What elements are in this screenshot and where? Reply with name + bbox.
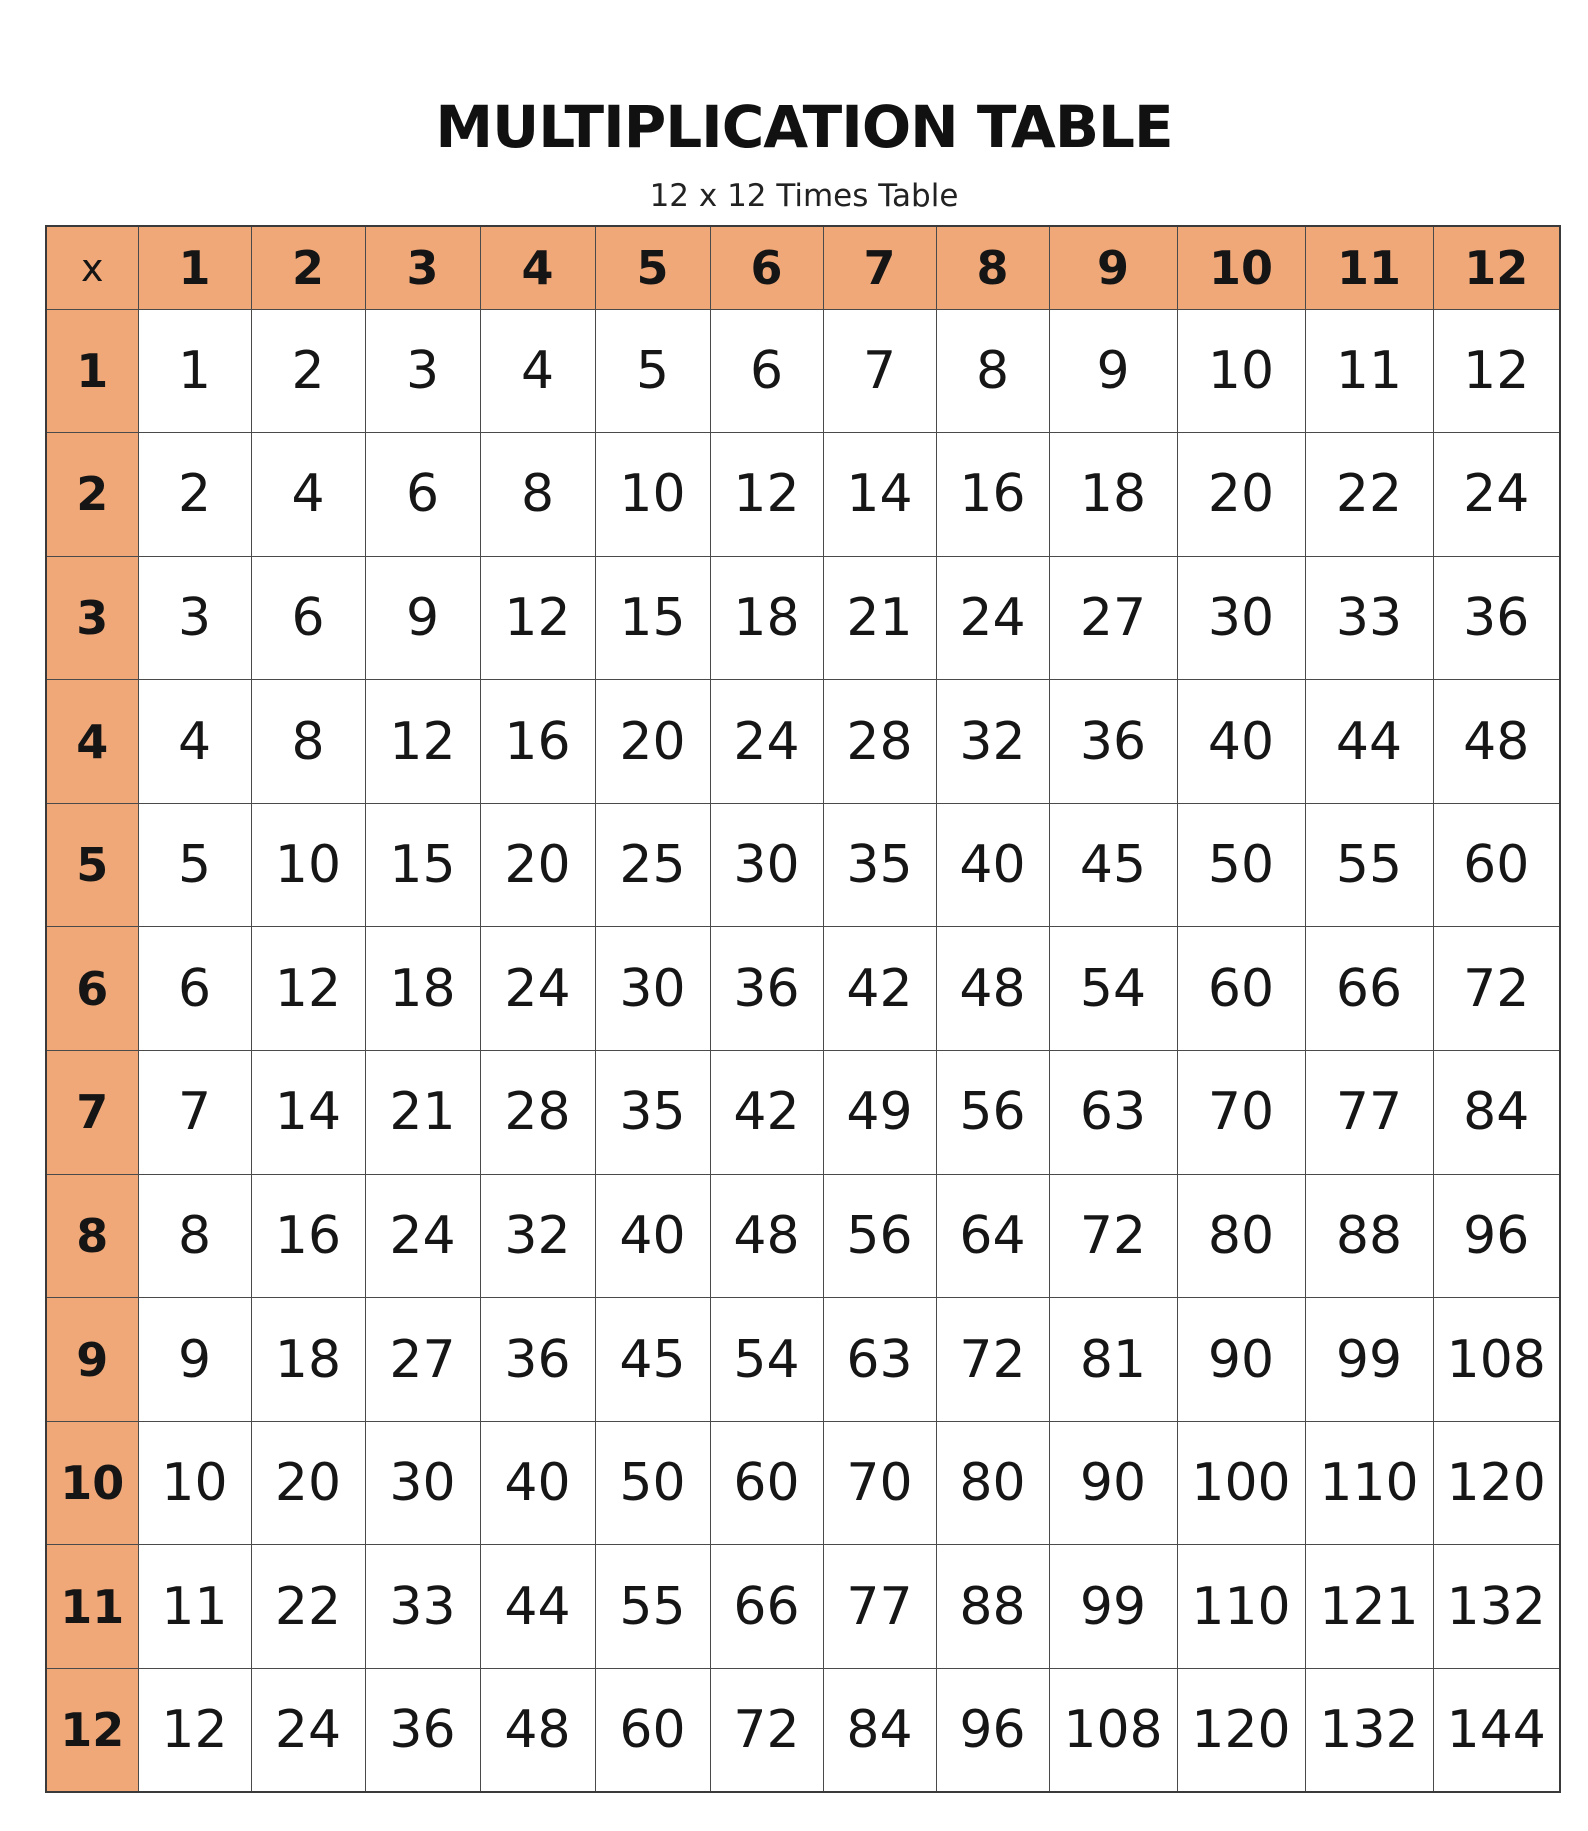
product-cell: 24: [480, 927, 595, 1051]
product-cell: 50: [595, 1421, 710, 1545]
product-cell: 72: [1433, 927, 1560, 1051]
table-row: [46, 1298, 1560, 1422]
product-cell: 44: [1305, 680, 1433, 804]
product-cell: 35: [823, 803, 936, 927]
product-cell: 8: [251, 680, 365, 804]
product-cell: 20: [480, 803, 595, 927]
product-cell: 24: [1433, 433, 1560, 557]
product-cell: 77: [1305, 1051, 1433, 1175]
product-cell: 10: [251, 803, 365, 927]
header-row: [46, 226, 1560, 309]
product-cell: 9: [138, 1298, 251, 1422]
column-header: 2: [251, 226, 365, 309]
table-row: [46, 1051, 1560, 1175]
product-cell: 20: [595, 680, 710, 804]
product-cell: 20: [251, 1421, 365, 1545]
column-header: 6: [710, 226, 823, 309]
product-cell: 63: [823, 1298, 936, 1422]
product-cell: 6: [251, 556, 365, 680]
product-cell: 25: [595, 803, 710, 927]
product-cell: 10: [595, 433, 710, 557]
product-cell: 28: [823, 680, 936, 804]
product-cell: 90: [1049, 1421, 1177, 1545]
product-cell: 84: [823, 1669, 936, 1793]
product-cell: 7: [823, 309, 936, 433]
product-cell: 72: [1049, 1174, 1177, 1298]
product-cell: 36: [1049, 680, 1177, 804]
product-cell: 32: [936, 680, 1049, 804]
product-cell: 4: [138, 680, 251, 804]
product-cell: 60: [1177, 927, 1305, 1051]
product-cell: 16: [480, 680, 595, 804]
product-cell: 99: [1049, 1545, 1177, 1669]
product-cell: 11: [1305, 309, 1433, 433]
product-cell: 88: [936, 1545, 1049, 1669]
product-cell: 40: [936, 803, 1049, 927]
product-cell: 100: [1177, 1421, 1305, 1545]
product-cell: 24: [365, 1174, 480, 1298]
product-cell: 80: [1177, 1174, 1305, 1298]
product-cell: 108: [1433, 1298, 1560, 1422]
column-header: 7: [823, 226, 936, 309]
table-row: [46, 1669, 1560, 1793]
row-header: 3: [46, 556, 138, 680]
product-cell: 14: [823, 433, 936, 557]
column-header: 8: [936, 226, 1049, 309]
product-cell: 121: [1305, 1545, 1433, 1669]
row-header: 6: [46, 927, 138, 1051]
product-cell: 36: [1433, 556, 1560, 680]
product-cell: 15: [595, 556, 710, 680]
product-cell: 36: [365, 1669, 480, 1793]
table-row: [46, 927, 1560, 1051]
product-cell: 10: [1177, 309, 1305, 433]
product-cell: 22: [251, 1545, 365, 1669]
product-cell: 40: [1177, 680, 1305, 804]
product-cell: 10: [138, 1421, 251, 1545]
product-cell: 24: [251, 1669, 365, 1793]
product-cell: 9: [1049, 309, 1177, 433]
product-cell: 30: [365, 1421, 480, 1545]
product-cell: 33: [365, 1545, 480, 1669]
table-body: [46, 309, 1560, 1792]
product-cell: 96: [1433, 1174, 1560, 1298]
product-cell: 12: [251, 927, 365, 1051]
table-row: [46, 556, 1560, 680]
product-cell: 45: [595, 1298, 710, 1422]
product-cell: 24: [936, 556, 1049, 680]
column-header: 12: [1433, 226, 1560, 309]
product-cell: 12: [710, 433, 823, 557]
product-cell: 55: [595, 1545, 710, 1669]
table-row: [46, 309, 1560, 433]
column-header: 1: [138, 226, 251, 309]
product-cell: 15: [365, 803, 480, 927]
product-cell: 18: [251, 1298, 365, 1422]
product-cell: 35: [595, 1051, 710, 1175]
product-cell: 16: [251, 1174, 365, 1298]
product-cell: 60: [710, 1421, 823, 1545]
product-cell: 9: [365, 556, 480, 680]
product-cell: 90: [1177, 1298, 1305, 1422]
product-cell: 72: [936, 1298, 1049, 1422]
product-cell: 27: [365, 1298, 480, 1422]
row-header: 5: [46, 803, 138, 927]
product-cell: 18: [1049, 433, 1177, 557]
table-row: [46, 1545, 1560, 1669]
product-cell: 12: [1433, 309, 1560, 433]
product-cell: 12: [138, 1669, 251, 1793]
column-header: 11: [1305, 226, 1433, 309]
product-cell: 18: [365, 927, 480, 1051]
column-header: 3: [365, 226, 480, 309]
product-cell: 20: [1177, 433, 1305, 557]
product-cell: 27: [1049, 556, 1177, 680]
product-cell: 56: [936, 1051, 1049, 1175]
product-cell: 132: [1305, 1669, 1433, 1793]
product-cell: 4: [480, 309, 595, 433]
product-cell: 12: [480, 556, 595, 680]
product-cell: 70: [823, 1421, 936, 1545]
product-cell: 48: [710, 1174, 823, 1298]
product-cell: 132: [1433, 1545, 1560, 1669]
product-cell: 88: [1305, 1174, 1433, 1298]
product-cell: 50: [1177, 803, 1305, 927]
product-cell: 81: [1049, 1298, 1177, 1422]
row-header: 10: [46, 1421, 138, 1545]
product-cell: 120: [1433, 1421, 1560, 1545]
product-cell: 24: [710, 680, 823, 804]
page-title: MULTIPLICATION TABLE: [435, 93, 1173, 161]
product-cell: 49: [823, 1051, 936, 1175]
product-cell: 48: [1433, 680, 1560, 804]
product-cell: 30: [710, 803, 823, 927]
product-cell: 36: [480, 1298, 595, 1422]
product-cell: 80: [936, 1421, 1049, 1545]
product-cell: 28: [480, 1051, 595, 1175]
product-cell: 60: [595, 1669, 710, 1793]
column-header: 10: [1177, 226, 1305, 309]
column-header: 9: [1049, 226, 1177, 309]
row-header: 12: [46, 1669, 138, 1793]
product-cell: 66: [1305, 927, 1433, 1051]
product-cell: 63: [1049, 1051, 1177, 1175]
product-cell: 36: [710, 927, 823, 1051]
product-cell: 2: [138, 433, 251, 557]
product-cell: 70: [1177, 1051, 1305, 1175]
column-header: 4: [480, 226, 595, 309]
product-cell: 30: [595, 927, 710, 1051]
product-cell: 144: [1433, 1669, 1560, 1793]
product-cell: 40: [595, 1174, 710, 1298]
column-header: 5: [595, 226, 710, 309]
product-cell: 42: [710, 1051, 823, 1175]
product-cell: 55: [1305, 803, 1433, 927]
product-cell: 8: [480, 433, 595, 557]
product-cell: 8: [138, 1174, 251, 1298]
product-cell: 110: [1305, 1421, 1433, 1545]
corner-label: x: [46, 226, 138, 309]
product-cell: 40: [480, 1421, 595, 1545]
product-cell: 84: [1433, 1051, 1560, 1175]
product-cell: 48: [480, 1669, 595, 1793]
product-cell: 18: [710, 556, 823, 680]
product-cell: 32: [480, 1174, 595, 1298]
product-cell: 30: [1177, 556, 1305, 680]
product-cell: 33: [1305, 556, 1433, 680]
row-header: 11: [46, 1545, 138, 1669]
row-header: 9: [46, 1298, 138, 1422]
row-header: 8: [46, 1174, 138, 1298]
table-row: [46, 680, 1560, 804]
product-cell: 66: [710, 1545, 823, 1669]
product-cell: 72: [710, 1669, 823, 1793]
page-subtitle: 12 x 12 Times Table: [649, 178, 959, 214]
product-cell: 11: [138, 1545, 251, 1669]
product-cell: 1: [138, 309, 251, 433]
product-cell: 54: [710, 1298, 823, 1422]
product-cell: 21: [823, 556, 936, 680]
product-cell: 60: [1433, 803, 1560, 927]
product-cell: 96: [936, 1669, 1049, 1793]
product-cell: 3: [365, 309, 480, 433]
row-header: 7: [46, 1051, 138, 1175]
product-cell: 22: [1305, 433, 1433, 557]
product-cell: 54: [1049, 927, 1177, 1051]
product-cell: 64: [936, 1174, 1049, 1298]
row-header: 1: [46, 309, 138, 433]
product-cell: 2: [251, 309, 365, 433]
product-cell: 5: [138, 803, 251, 927]
product-cell: 16: [936, 433, 1049, 557]
product-cell: 99: [1305, 1298, 1433, 1422]
product-cell: 44: [480, 1545, 595, 1669]
row-header: 2: [46, 433, 138, 557]
product-cell: 48: [936, 927, 1049, 1051]
table-row: [46, 803, 1560, 927]
table-row: [46, 1174, 1560, 1298]
product-cell: 110: [1177, 1545, 1305, 1669]
multiplication-table: [45, 225, 1561, 1793]
product-cell: 108: [1049, 1669, 1177, 1793]
product-cell: 120: [1177, 1669, 1305, 1793]
product-cell: 8: [936, 309, 1049, 433]
product-cell: 56: [823, 1174, 936, 1298]
table-row: [46, 1421, 1560, 1545]
product-cell: 21: [365, 1051, 480, 1175]
product-cell: 6: [365, 433, 480, 557]
product-cell: 4: [251, 433, 365, 557]
product-cell: 6: [138, 927, 251, 1051]
product-cell: 42: [823, 927, 936, 1051]
product-cell: 12: [365, 680, 480, 804]
product-cell: 3: [138, 556, 251, 680]
row-header: 4: [46, 680, 138, 804]
product-cell: 5: [595, 309, 710, 433]
product-cell: 14: [251, 1051, 365, 1175]
product-cell: 6: [710, 309, 823, 433]
product-cell: 77: [823, 1545, 936, 1669]
table-row: [46, 433, 1560, 557]
product-cell: 45: [1049, 803, 1177, 927]
product-cell: 7: [138, 1051, 251, 1175]
